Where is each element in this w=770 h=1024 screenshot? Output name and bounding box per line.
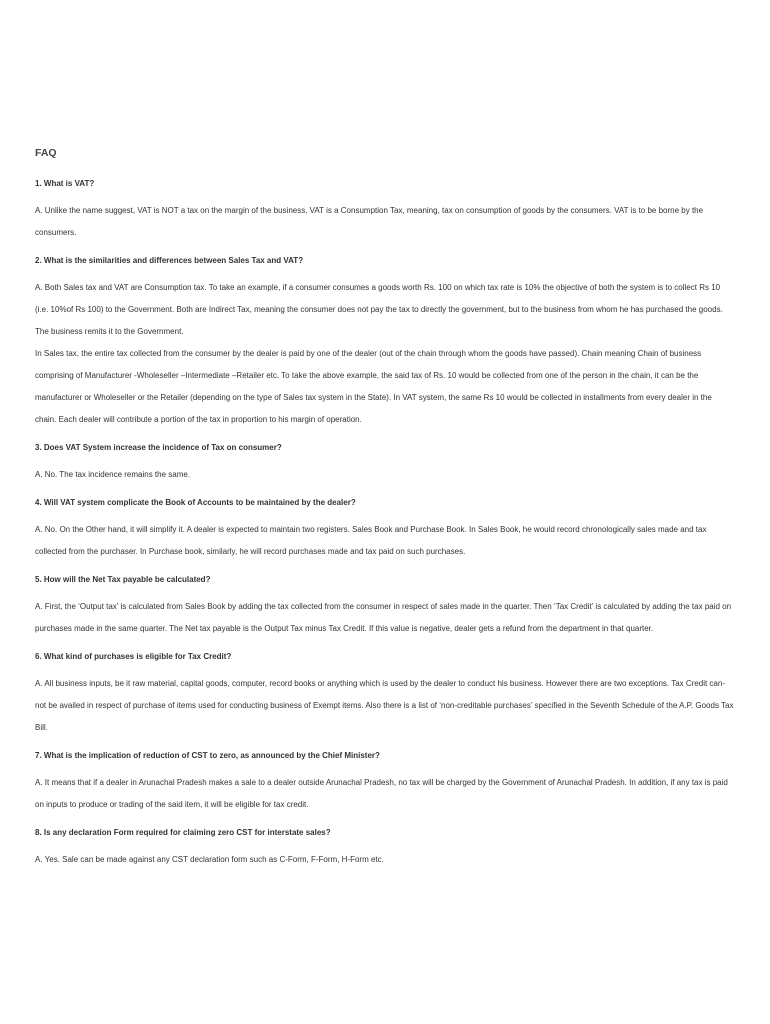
faq-question: 5. How will the Net Tax payable be calculated? xyxy=(35,575,211,584)
faq-question: 2. What is the similarities and differences between Sales Tax and VAT? xyxy=(35,256,304,265)
document-page xyxy=(35,146,735,882)
faq-item-5 xyxy=(35,574,735,640)
faq-question: 7. What is the implication of reduction of CST to zero, as announced by the Chief Minister? xyxy=(35,751,380,760)
faq-item-1 xyxy=(35,178,735,244)
faq-item-6 xyxy=(35,651,735,739)
faq-answer-continued: In Sales tax, the entire tax collected from the consumer by the dealer is paid by one of the dealer (out of the chain through whom the goods have passed). Chain meaning Chain of business comprising of Manufacturer -Wholeseller –Intermediate –Retailer etc. To take the above example, the said tax of Rs. 10 would be collected from one of the person in the chain, it can be the manufacturer or Wholeseller or the Retailer (depending on the type of Sales tax system in the State). In VAT system, the same Rs 10 would be collected in installments from every dealer in the chain. Each dealer will contribute a portion of the tax in proportion to his margin of operation. xyxy=(35,349,712,424)
faq-answer: A. Unlike the name suggest, VAT is NOT a tax on the margin of the business. VAT is a Consumption Tax, meaning, tax on consumption of goods by the consumers. VAT is to be borne by the consumers. xyxy=(35,206,704,237)
faq-question: 1. What is VAT? xyxy=(35,179,95,188)
faq-answer: A. Both Sales tax and VAT are Consumption tax. To take an example, if a consumer consumes a goods worth Rs. 100 on which tax rate is 10% the objective of both the system is to collect Rs 10 (i.e. 10%of Rs 100) to the Government. Both are Indirect Tax, meaning the consumer does not pay the tax to directly the government, but to the business from whom he has purchased the goods. The business remits it to the Government. xyxy=(35,283,723,336)
faq-item-3 xyxy=(35,442,735,486)
faq-answer: A. No. The tax incidence remains the same. xyxy=(35,470,191,479)
faq-answer: A. It means that if a dealer in Arunachal Pradesh makes a sale to a dealer outside Arunachal Pradesh, no tax will be charged by the Government of Arunachal Pradesh. In addition, if any tax is paid on inputs to produce or trading of the said item, it will be eligible for tax credit. xyxy=(35,778,728,809)
faq-answer: A. All business inputs, be it raw material, capital goods, computer, record books or anything which is used by the dealer to conduct his business. However there are two exceptions. Tax Credit can-not be availed in respect of purchase of items used for conducting business of Exempt items. Also there is a list of ‘non-creditable purchases’ specified in the Seventh Schedule of the A.P. Goods Tax Bill. xyxy=(35,679,734,732)
faq-answer: A. No. On the Other hand, it will simplify it. A dealer is expected to maintain two registers. Sales Book and Purchase Book. In Sales Book, he would record chronologically sales made and tax collected from the purchaser. In Purchase book, similarly, he will record purchases made and tax paid on such purchases. xyxy=(35,525,707,556)
faq-item-8 xyxy=(35,827,735,871)
faq-question: 6. What kind of purchases is eligible for Tax Credit? xyxy=(35,652,232,661)
faq-item-7 xyxy=(35,750,735,816)
faq-question: 3. Does VAT System increase the incidence of Tax on consumer? xyxy=(35,443,282,452)
faq-item-2 xyxy=(35,255,735,431)
page-title: FAQ xyxy=(35,147,57,159)
faq-answer: A. First, the ‘Output tax’ is calculated from Sales Book by adding the tax collected from the consumer in respect of sales made in the quarter. Then ‘Tax Credit’ is calculated by adding the tax paid on purchases made in the same quarter. The Net tax payable is the Output Tax minus Tax Credit. If this value is negative, dealer gets a refund from the department in that quarter. xyxy=(35,602,732,633)
faq-item-4 xyxy=(35,497,735,563)
faq-question: 8. Is any declaration Form required for claiming zero CST for interstate sales? xyxy=(35,828,331,837)
faq-question: 4. Will VAT system complicate the Book of Accounts to be maintained by the dealer? xyxy=(35,498,356,507)
faq-answer: A. Yes. Sale can be made against any CST declaration form such as C-Form, F-Form, H-Form etc. xyxy=(35,855,384,864)
